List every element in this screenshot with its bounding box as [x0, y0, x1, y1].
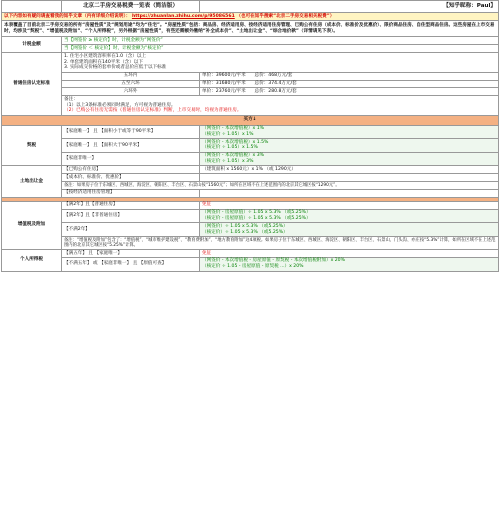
tax-table-page [1, 0, 498, 272]
vat-row [2, 223, 499, 237]
deed-cond: 【家庭非唯一】 [62, 152, 200, 166]
criterion-2: 2. 单套建筑面积在140平米（含）以下 [64, 59, 143, 65]
pit-cond: 【不满五年】 或 【家庭非唯一】 且 【原值可查】 [62, 257, 200, 271]
criterion-3: 3. 实际成交价格的套单价或者总价应低于以下标准 [64, 65, 167, 71]
buyer-section-row [2, 115, 499, 125]
note-heading: 备注： [64, 96, 78, 102]
calc-row-2 [2, 45, 499, 53]
pit-formula: （网签价 - 本次增值税 - 房屋原值 - 原契税 - 本次增值税附加）x 20% [202, 258, 345, 264]
deed-row [2, 139, 499, 153]
ring-unit: 单价：23760元/平米 [202, 89, 246, 95]
deed-row [2, 125, 499, 139]
calc-cond-2: 当【网签价 ＜ 核定价】时，计税金额为“核定价” [62, 45, 499, 53]
deed-formula: （网签价 - 本次增值税）x 1% [202, 126, 264, 132]
pit-row [2, 249, 499, 257]
deed-formula: （核定价 ÷ 1.05）x 3% [202, 159, 254, 165]
vat-exempt: 免征 [200, 201, 499, 209]
land-note-row [2, 182, 499, 190]
ring-unit: 单价：31680元/平米 [202, 81, 246, 87]
buyer-section-title: 买方↓ [2, 115, 499, 125]
ordinary-notes-row [2, 96, 499, 115]
deed-cond: 【家庭唯一】 且 【面积大于90平米】 [62, 139, 200, 153]
vat-note-row [2, 237, 499, 250]
land-value [200, 189, 499, 197]
land-row [2, 166, 499, 174]
vat-cond: 【满2年】且【普通住房】 [62, 201, 200, 209]
calc-label: 计税金额 [2, 37, 62, 53]
ring-name: 六环外 [62, 88, 200, 96]
ring-name: 五环内 [62, 72, 200, 80]
land-value: （建筑面积 x 1560元）x 1% （或 1290元） [200, 166, 499, 174]
deed-formula: （核定价 ÷ 1.05）x 1.5% [202, 145, 258, 151]
pit-exempt: 免征 [200, 249, 499, 257]
vat-label: 增值税及附加 [2, 201, 62, 249]
calc-row-1 [2, 37, 499, 45]
vat-cond: 【不满2年】 [62, 223, 200, 237]
ordinary-label: 普通住房认定标准 [2, 53, 62, 116]
land-cond: 【已购公有住房】 [62, 166, 200, 174]
vat-cond: 【满2年】且【非普通住房】 [62, 209, 200, 223]
land-row [2, 189, 499, 197]
land-label: 土地出让金 [2, 166, 62, 197]
page-title: 北京二手房交易税费一览表（简洁版） [62, 1, 200, 13]
intro-text: 本表覆盖了目前北京二手房交易的所有“房屋性质”及“规划用途”均为“住宅”。“房屋性质”包括：商品房、经济适用房、按经济适用住房管理、已购公有住房（成本价、标准价及优惠价）、限价商品住房、自住型商品住房。这些房屋在上市交易时，均涉及“契税”、“增值税及附加”、“个人所得税”，另外根据“房屋性质”，有些还需额外缴纳“补全成本价”、“土地出让金”、“综合地价款”（详情请见下表）。 [2, 20, 499, 36]
ring-total: 总价：280.8万元/套 [254, 89, 297, 95]
deed-cond: 【家庭唯一】 且 【面积小于或等于90平米】 [62, 125, 200, 139]
pit-formula: （核定价 ÷ 1.05 - 房屋原值 - 原契税 ...）x 20% [202, 264, 304, 270]
author-label: 【知乎昵称：Paul】 [200, 1, 499, 13]
vat-row [2, 209, 499, 223]
pit-cond: 【满五年】 且 【家庭唯一】 [62, 249, 200, 257]
pit-row [2, 257, 499, 271]
land-cond: 【成本价、标准价、优惠价】 [62, 174, 200, 182]
vat-formula: （网签价 - 房屋原值）÷ 1.05 x 5.3% （或5.25%） [202, 210, 311, 216]
table-header-row [2, 1, 499, 13]
pit-label: 个人所得税 [2, 249, 62, 271]
note-2: （2）已购公有住房无需按《普通住房认定标准》判断，上市交易时，均视为普通住房。 [64, 108, 242, 114]
ring-total: 总价：374.4万元/套 [254, 81, 297, 87]
ring-total: 总价：468万元/套 [254, 73, 293, 79]
deed-formula: （网签价 - 本次增值税）x 3% [202, 153, 264, 159]
ring-row [2, 80, 499, 88]
vat-formula: （网签价）÷ 1.05 x 5.3% （或5.25%） [202, 223, 288, 229]
deed-formula: （网签价 - 本次增值税）x 1.5% [202, 139, 269, 145]
vat-row [2, 201, 499, 209]
tax-table [1, 0, 499, 272]
ordinary-row-criteria [2, 53, 499, 72]
intro-row [2, 20, 499, 36]
notice-tail: （也可在知乎搜索“北京二手房交易相关税费”） [236, 13, 335, 19]
land-note: 备注：如果房子位于东城区、西城区、海淀区、朝阳区、丰台区、石景山按“1560元”；如所在区域不在上述范围内的北京其它城区按“1290元”。 [62, 182, 499, 190]
vat-formula: （核定价 - 房屋原值）÷ 1.05 x 5.3% （或5.25%） [202, 216, 311, 222]
ring-row [2, 88, 499, 96]
criterion-1: 1. 住宅小区建筑容积率在1.0（含）以上 [64, 53, 147, 59]
notice-text: 以下内容如有疑问请查看我的知乎文章（内有详细介绍说明）： [4, 13, 131, 19]
notice-link[interactable]: https://zhuanlan.zhihu.com/p/95086561 [131, 13, 235, 19]
deed-label: 契税 [2, 125, 62, 166]
calc-cond-1: 当【网签价 ≥ 核定价】时，计税金额为“网签价” [62, 37, 499, 45]
land-value [200, 174, 499, 182]
vat-note: 备注：“增值税及附加”包含了：“增值税”、“城市维护建设税”、“教育费附加”、“地方教育附加”这4项税。如果房子位于东城区、西城区、海淀区、朝阳区、丰台区、石景山、门头沟、亦庄按“5.3%”计算，如所在区域不在上述范围内的北京其它城区按“5.25%”计算。 [62, 237, 499, 250]
vat-formula: （核定价）÷ 1.05 x 5.3% （或5.25%） [202, 229, 288, 235]
deed-row [2, 152, 499, 166]
ring-name: 五至六环 [62, 80, 200, 88]
note-1: （1）以上3条标准必须同时满足，方可视为普通住房。 [64, 102, 176, 108]
ring-unit: 单价：39600元/平米 [202, 73, 246, 79]
ring-row [2, 72, 499, 80]
land-cond: 【按经济适用住房管理】 [62, 189, 200, 197]
notice-row [2, 12, 499, 20]
deed-formula: （核定价 ÷ 1.05）x 1% [202, 131, 254, 137]
land-row [2, 174, 499, 182]
